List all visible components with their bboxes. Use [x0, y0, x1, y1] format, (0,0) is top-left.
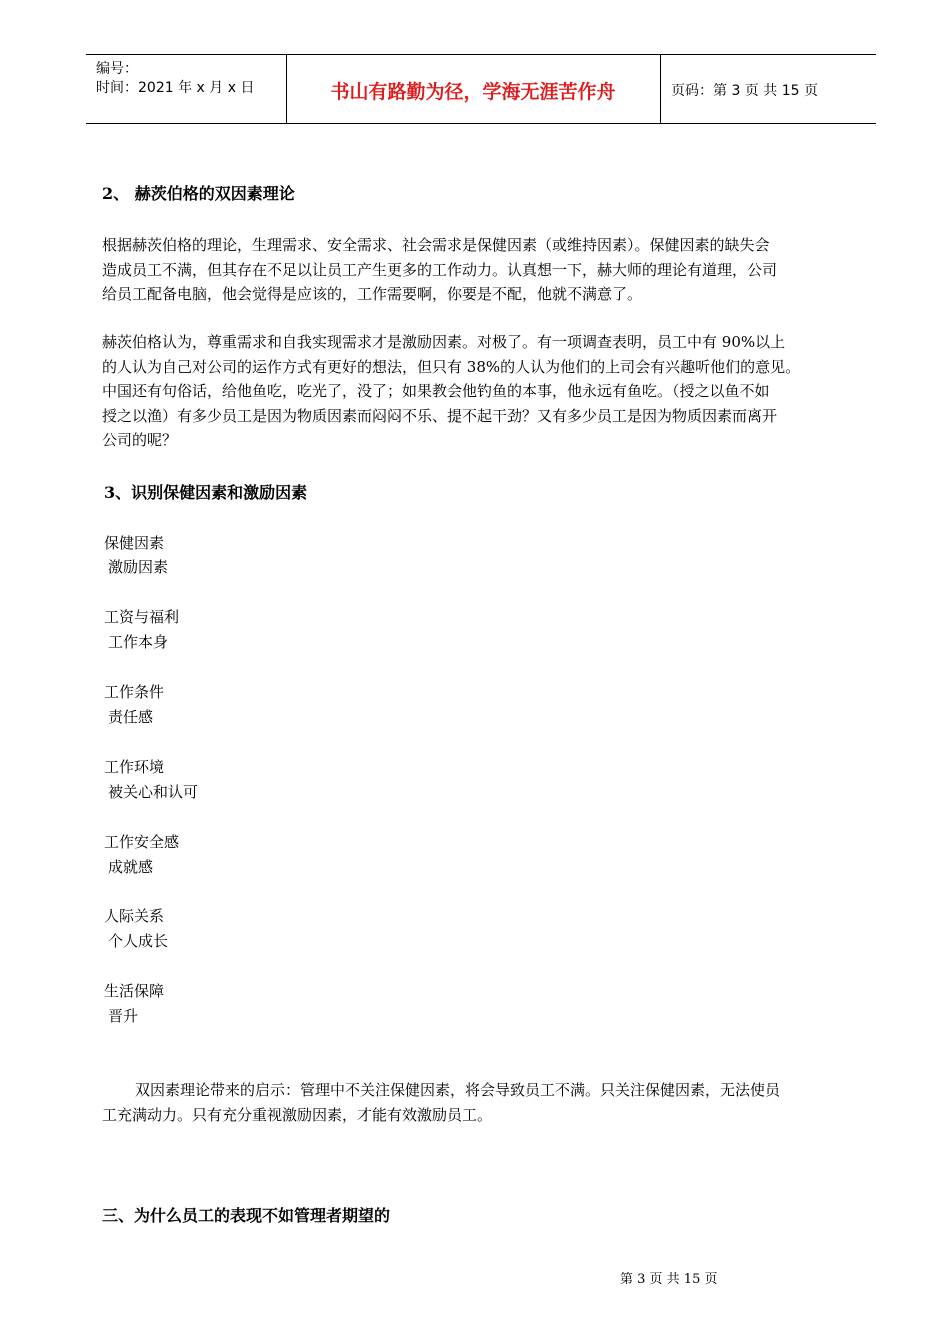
- section-3-title: 3、识别保健因素和激励因素: [104, 483, 308, 502]
- chapter-3-title: 三、为什么员工的表现不如管理者期望的: [102, 1206, 391, 1225]
- hygiene-factor: 保健因素: [104, 534, 165, 552]
- paragraph-line: 给员工配备电脑，他会觉得是应该的，工作需要啊，你要是不配，他就不满意了。: [102, 285, 643, 303]
- page-header: [86, 54, 876, 124]
- header-motto: 书山有路勤为径，学海无涯苦作舟: [330, 81, 616, 103]
- motivator-factor: 晋升: [108, 1007, 139, 1025]
- hygiene-factor: 工资与福利: [104, 608, 180, 626]
- paragraph-line: 授之以渔）有多少员工是因为物质因素而闷闷不乐、提不起干劲？又有多少员工是因为物质因素而离开: [102, 406, 778, 425]
- hygiene-factor: 工作安全感: [104, 833, 180, 851]
- paragraph-line: 的人认为自己对公司的运作方式有更好的想法，但只有 38%的人认为他们的上司会有兴趣听他们的意见。: [102, 357, 801, 376]
- motivator-factor: 激励因素: [108, 558, 169, 576]
- paragraph-line: 赫茨伯格认为，尊重需求和自我实现需求才是激励因素。对极了。有一项调查表明，员工中有 90%以上: [102, 333, 786, 351]
- paragraph-line: 双因素理论带来的启示：管理中不关注保健因素，将会导致员工不满。只关注保健因素，无法使员: [135, 1081, 781, 1099]
- paragraph-motivation-factors: [102, 330, 872, 453]
- paragraph-insight: [102, 1078, 872, 1127]
- motivator-factor: 工作本身: [108, 633, 169, 651]
- header-page-number: 页码：第 3 页 共 15 页: [671, 83, 818, 99]
- paragraph-line: 根据赫茨伯格的理论，生理需求、安全需求、社会需求是保健因素（或维持因素）。保健因素的缺失会: [102, 236, 770, 254]
- page-footer-number: 第 3 页 共 15 页: [620, 1272, 718, 1287]
- header-motto-cell: [286, 55, 661, 123]
- header-info-cell: [86, 55, 287, 123]
- motivator-factor: 个人成长: [108, 932, 169, 950]
- paragraph-line: 中国还有句俗话，给他鱼吃，吃光了，没了；如果教会他钓鱼的本事，他永远有鱼吃。（授之以鱼不如: [102, 382, 770, 400]
- hygiene-factor: 工作条件: [104, 683, 165, 701]
- hygiene-factor: 人际关系: [104, 907, 165, 925]
- paragraph-line: 造成员工不满，但其存在不足以让员工产生更多的工作动力。认真想一下，赫大师的理论有道理，公司: [102, 260, 778, 279]
- hygiene-factor: 生活保障: [104, 982, 165, 1000]
- document-date: 时间：2021 年 x 月 x 日: [96, 80, 255, 96]
- section-2-title: 2、 赫茨伯格的双因素理论: [102, 184, 295, 203]
- paragraph-line: 公司的呢？: [102, 431, 178, 449]
- header-page-cell: [661, 55, 876, 123]
- motivator-factor: 成就感: [108, 858, 154, 876]
- motivator-factor: 责任感: [108, 708, 154, 726]
- motivator-factor: 被关心和认可: [108, 783, 199, 801]
- paragraph-line: 工充满动力。只有充分重视激励因素，才能有效激励员工。: [102, 1105, 493, 1124]
- hygiene-factor: 工作环境: [104, 758, 165, 776]
- document-number: 编号：: [96, 61, 138, 77]
- paragraph-hygiene-factors: [102, 233, 872, 307]
